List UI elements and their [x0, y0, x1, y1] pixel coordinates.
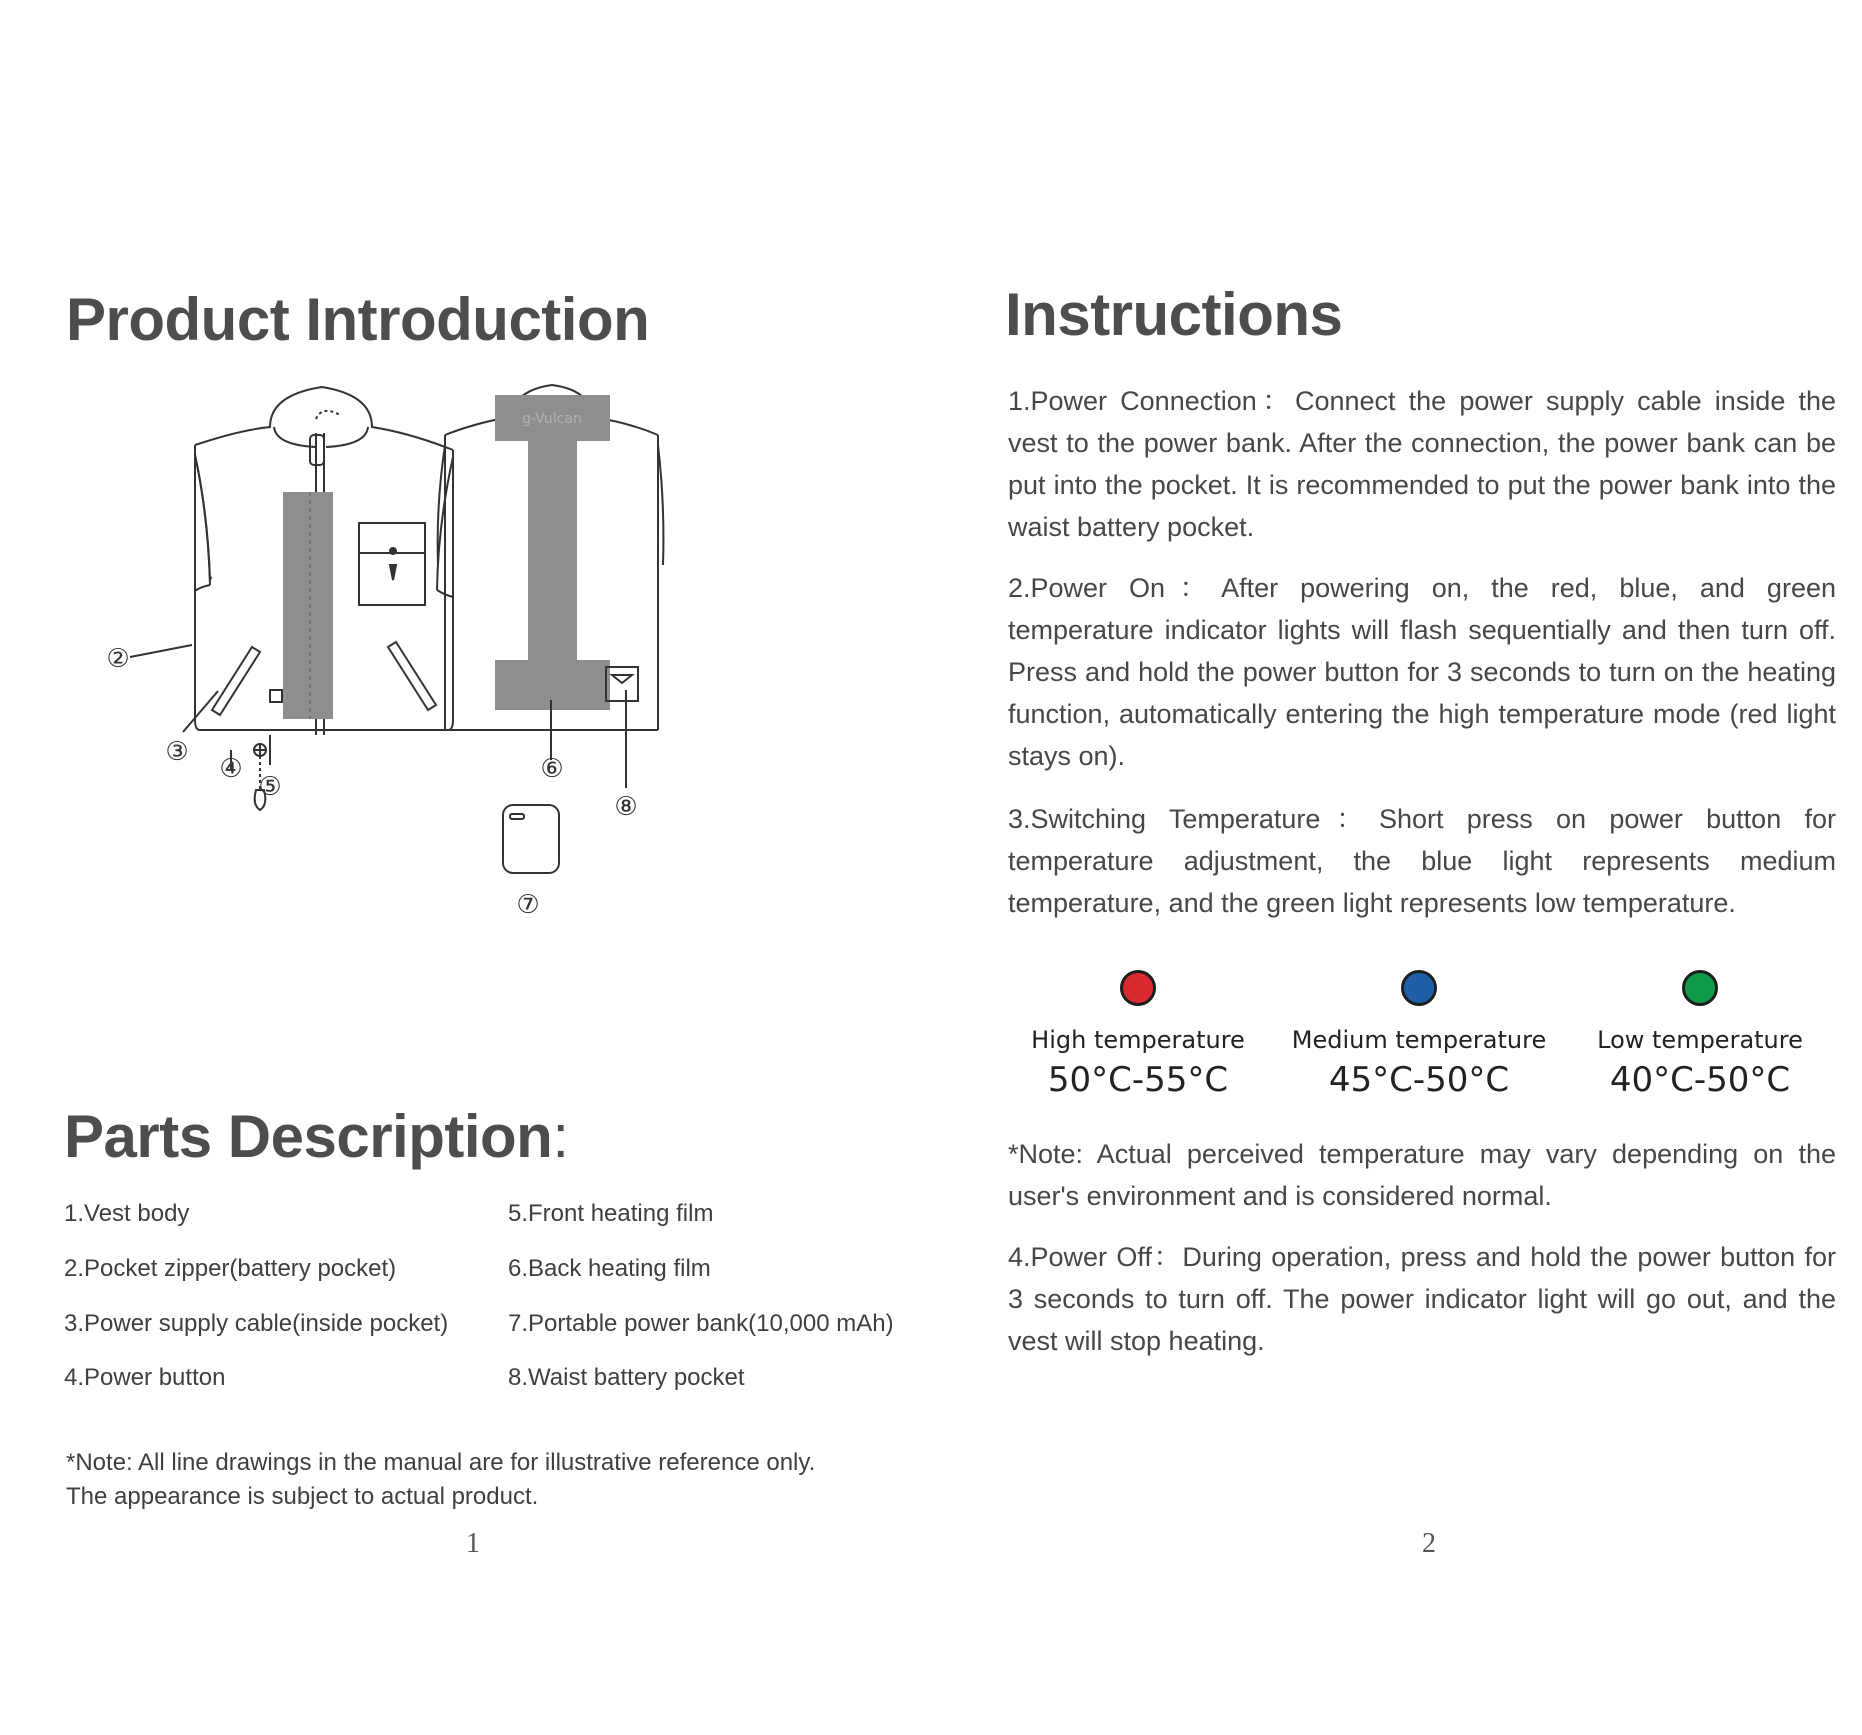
power-bank-icon — [503, 805, 559, 873]
temp-medium-label: Medium temperature — [1291, 1026, 1547, 1054]
step-power-connection: 1.Power Connection：Connect the power supply cable inside the vest to the power bank. After the connection, the power bank can be put into the pocket. It is recommended to put the power bank into the waist battery pocket. — [1008, 386, 1836, 542]
part-item-1: 1.Vest body — [64, 1200, 190, 1227]
callout-6: ⑥ — [540, 754, 564, 784]
part-item-4: 4.Power button — [64, 1364, 226, 1391]
parts-description-colon: : — [552, 1103, 569, 1170]
film-brand-text: g-Vulcan — [522, 411, 582, 427]
callout-8: ⑧ — [614, 792, 638, 822]
temp-high-label: High temperature — [1031, 1026, 1245, 1054]
instructions-title: Instructions — [1005, 281, 1343, 348]
part-item-3: 3.Power supply cable(inside pocket) — [64, 1310, 449, 1337]
step-power-on: 2.Power On：After powering on, the red, blue, and green temperature indicator lights will flash sequentially and then turn off. Press and hold the power button for 3 seconds to turn on the heating function, automatically entering the high temperature mode (red light stays on). — [1008, 573, 1836, 771]
back-heating-film — [495, 395, 610, 710]
step-power-off: 4.Power Off：During operation, press and hold the power button for 3 seconds to turn off. The power indicator light will go out, and the vest will stop heating. — [1008, 1242, 1836, 1356]
parts-description-title: Parts Description — [64, 1103, 553, 1170]
callout-4: ④ — [219, 754, 243, 784]
front-heating-film — [283, 492, 333, 719]
green-indicator-icon — [1682, 970, 1718, 1006]
part-item-2: 2.Pocket zipper(battery pocket) — [64, 1255, 397, 1282]
temp-medium-range: 45°C-50°C — [1328, 1060, 1510, 1100]
temp-medium — [1269, 970, 1569, 1100]
temp-high-range: 50°C-55°C — [1047, 1060, 1229, 1100]
left-note-line1: *Note: All line drawings in the manual are for illustrative reference only. — [66, 1449, 816, 1476]
callout-3: ③ — [165, 737, 189, 767]
callout-2: ② — [106, 644, 130, 674]
callout-7: ⑦ — [516, 890, 540, 920]
part-item-6: 6.Back heating film — [508, 1255, 711, 1282]
part-item-8: 8.Waist battery pocket — [508, 1364, 745, 1391]
part-item-7: 7.Portable power bank(10,000 mAh) — [508, 1310, 894, 1337]
temp-low-range: 40°C-50°C — [1609, 1060, 1791, 1100]
vest-diagram — [100, 375, 820, 1095]
page-number-1: 1 — [466, 1528, 480, 1559]
temp-high — [988, 970, 1288, 1100]
blue-indicator-icon — [1401, 970, 1437, 1006]
parts-description-heading — [64, 1102, 569, 1171]
step-switching-temperature: 3.Switching Temperature：Short press on power button for temperature adjustment, the blue light represents medium temperature, and the green light represents low temperature. — [1008, 804, 1836, 918]
page-number-2: 2 — [1422, 1528, 1436, 1559]
part-item-5: 5.Front heating film — [508, 1200, 714, 1227]
product-introduction-title: Product Introduction — [66, 286, 650, 353]
left-note-line2: The appearance is subject to actual product. — [66, 1483, 539, 1510]
temp-low — [1550, 970, 1850, 1100]
callout-5: ⑤ — [258, 772, 282, 802]
left-note — [66, 1446, 815, 1514]
red-indicator-icon — [1120, 970, 1156, 1006]
parts-list — [64, 1200, 964, 1400]
temp-low-label: Low temperature — [1597, 1026, 1803, 1054]
temperature-note: *Note: Actual perceived temperature may vary depending on the user's environment and is considered normal. — [1008, 1139, 1836, 1211]
